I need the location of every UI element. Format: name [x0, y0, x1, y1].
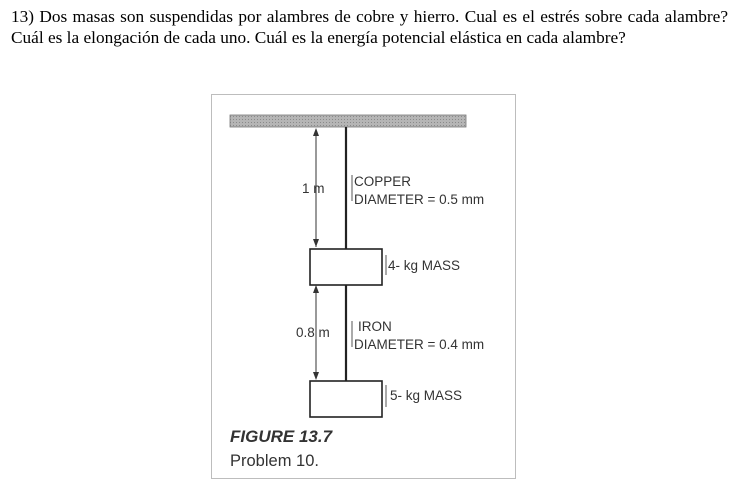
lower-mass-label: 5- kg MASS	[390, 388, 463, 403]
iron-diameter-label: DIAMETER = 0.4 mm	[354, 337, 485, 352]
lower-mass-block	[310, 381, 382, 417]
figure-subtitle: Problem 10.	[230, 452, 319, 470]
upper-arrowhead-bottom	[313, 239, 319, 247]
problem-statement: 13) Dos masas son suspendidas por alambres de cobre y hierro. Cual es el estrés sobre cada alambre? Cuál es la elongación de cada uno. Cuál es la energía potencial elástica en cada alambre?	[11, 7, 728, 47]
ceiling-support	[230, 115, 466, 127]
figure-title: FIGURE 13.7	[230, 427, 333, 446]
upper-mass-block	[310, 249, 382, 285]
copper-diameter-label: DIAMETER = 0.5 mm	[354, 192, 485, 207]
iron-label: IRON	[358, 319, 392, 334]
lower-arrowhead-top	[313, 285, 319, 293]
upper-mass-label: 4- kg MASS	[388, 258, 461, 273]
lower-arrowhead-bottom	[313, 372, 319, 380]
upper-arrowhead-top	[313, 128, 319, 136]
figure-panel	[211, 94, 516, 479]
copper-label: COPPER	[354, 174, 412, 189]
figure-diagram	[212, 95, 517, 480]
lower-length-label: 0.8 m	[296, 325, 330, 340]
upper-length-label: 1 m	[302, 181, 325, 196]
